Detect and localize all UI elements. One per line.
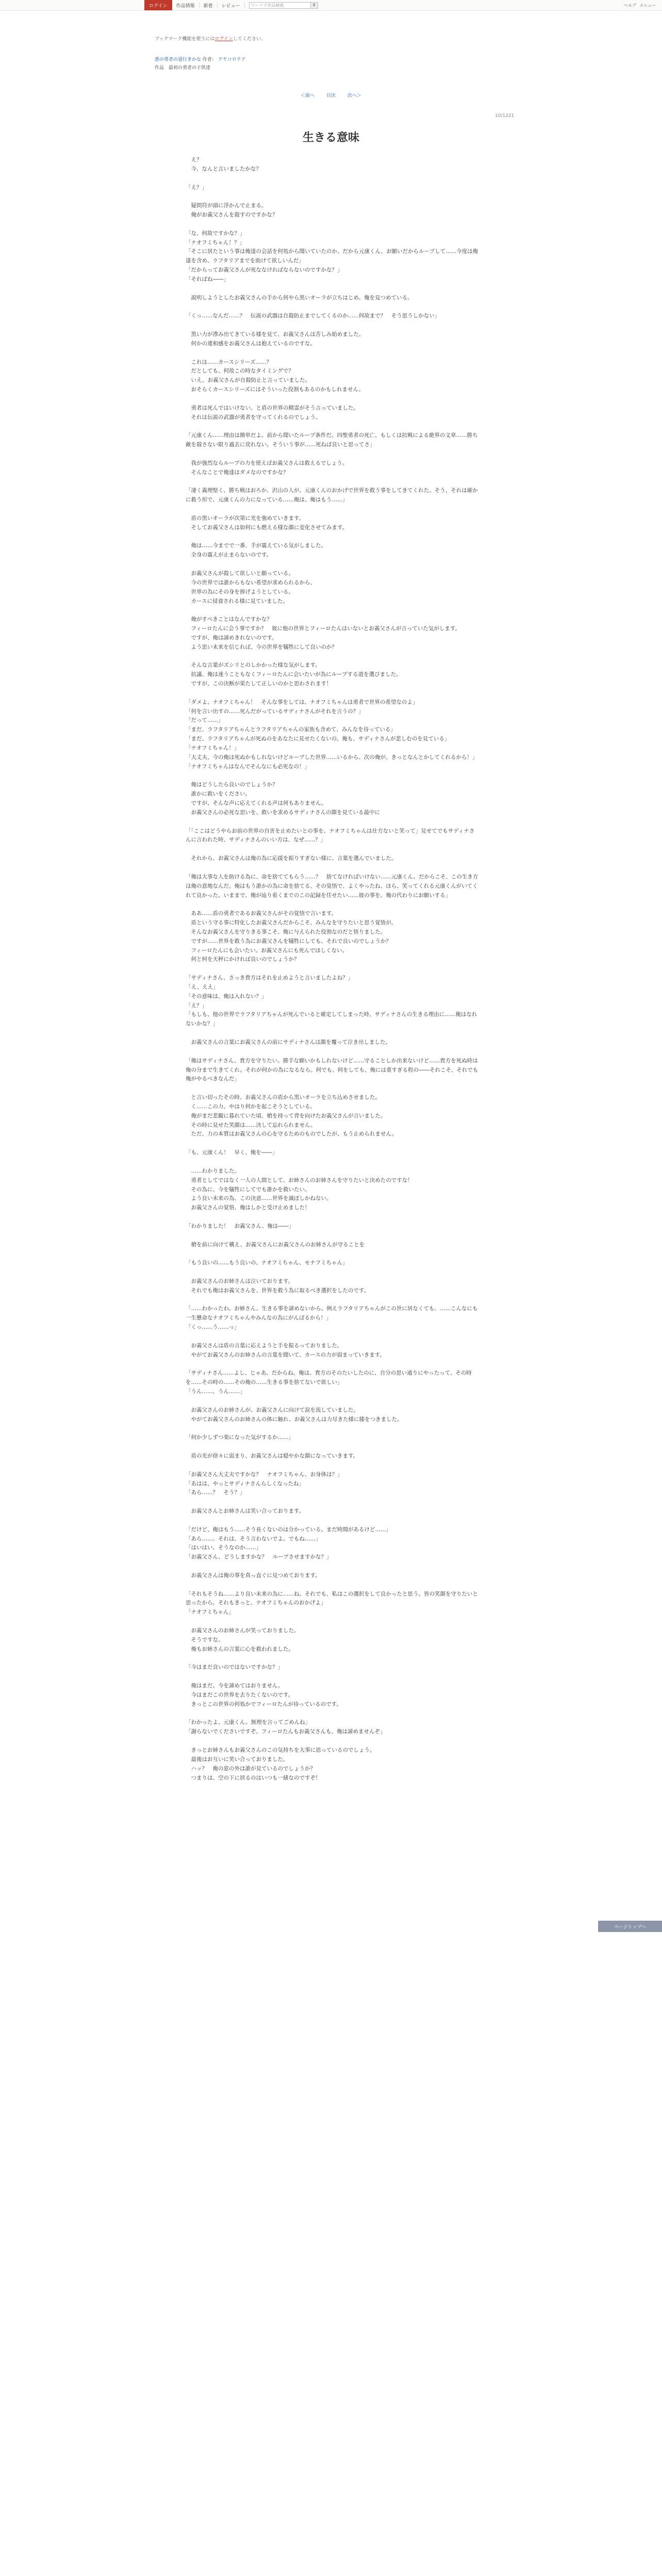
body-paragraph: 説明しようとしたお義父さんの手から何やら黒いオーラが立ちはじめ、俺を見つめている。 <box>186 294 413 301</box>
body-paragraph: 「お義父さん大丈夫ですかな？ ナオフミちゃん、お身体は？」 <box>186 1471 343 1478</box>
body-paragraph: 「元康くん……理由は簡単だよ。前から聞いたループ条件だ。四聖勇者の死亡、もしくは抗戦による絶界の文章……勝ち敵を殺さない限り過去に戻れない。そういう事が……死ねば良いと思ってさ」 <box>186 432 478 448</box>
body-paragraph <box>186 845 479 854</box>
body-paragraph: 何かの違和感をお義父さんは抱えているのですな。 <box>186 340 316 347</box>
body-paragraph: そんな言葉がズシリとのしかかった様な気がします。 <box>186 662 321 669</box>
body-paragraph: お義父さんの言葉にお義父さんの前にサディナさんは顔を覆って泣き出しました。 <box>186 1039 391 1045</box>
novel-meta <box>155 56 246 72</box>
body-paragraph: 「そこに居たという事は俺達の会話を何処から聞いていたのか、だから元康くん、お願いだからルーブして……今度は俺達を含め、ラフタリアまでを助けて欲しいんだ」 <box>186 248 478 264</box>
body-paragraph <box>186 1084 479 1093</box>
body-paragraph <box>186 606 479 615</box>
body-paragraph: お義父さんは俺の事を真っ直ぐに見つめております。 <box>186 1572 321 1579</box>
body-paragraph: 全身の震えが止まらないのです。 <box>186 552 272 558</box>
body-paragraph <box>186 1654 479 1664</box>
notice-login-link[interactable]: ログイン <box>214 37 233 42</box>
body-paragraph <box>186 863 479 873</box>
body-paragraph <box>186 1047 479 1057</box>
body-paragraph <box>186 560 479 569</box>
body-paragraph: 「ナオフミちゃん！？」 <box>186 239 245 246</box>
nav-item-new[interactable]: 新着 <box>200 2 218 8</box>
body-paragraph: だとしても、何故この時なタイミングで？ <box>186 368 294 375</box>
body-paragraph: それでも俺はお義父さんを、世界を救う為に取るべき選択をしたのです。 <box>186 1287 370 1294</box>
body-paragraph: お義父さんの必死な思いを、救いを求めるサディナさんの顔を見ている最中に <box>186 809 380 816</box>
notice-prefix: ブックマーク機能を使うには <box>155 37 215 42</box>
body-paragraph: 俺は……今までで一番、手が震えている気がしました。 <box>186 543 326 549</box>
body-paragraph <box>186 192 479 201</box>
body-paragraph: 俺がお義父さんを殺すのですかな？ <box>186 212 278 218</box>
body-paragraph: 「まだ、ラフタリアちゃんが死ぬのをあなたに見せたくないの。俺も、サディナさんが悲しむのを見ている」 <box>186 736 450 742</box>
top-nav <box>144 0 318 10</box>
body-paragraph: 「その意味は、俺は入れない？」 <box>186 993 267 999</box>
body-paragraph: それから、お義父さんは俺の為に応援を振りすぎない様に、言葉を選んでいました。 <box>186 855 397 862</box>
body-paragraph: 我が強烈ならループの力を使えばお義父さんは救えるでしょう。 <box>186 460 348 466</box>
nav-item-info[interactable]: 作品情報 <box>172 2 200 8</box>
body-paragraph: 俺はどうしたら良いのでしょうか？ <box>186 782 278 788</box>
body-paragraph: その為に、今を犠牲にしてでも誰かを救いたい。 <box>186 1186 310 1193</box>
page-top-button[interactable]: ページトップへ <box>598 1921 662 1932</box>
body-paragraph: と言い切ったその時、お義父さんの盾から黒いオーラを立ち込めさせました。 <box>186 1094 380 1101</box>
body-paragraph: 「……わかったわ。お姉さん、生きる事を諦めないから。例えラフタリアちゃんがこの世に居なくても、……こんなにも一生懸命なナオフミちゃんやみんなの為にがんばるから！」 <box>186 1306 478 1321</box>
body-paragraph: 「サディナさん……よし、じゃあ、だからね、俺は、貴方のそのたいしたのに、自分の思い通りにやったって、その時を……その時の……その俺の……生きる事を捨てないで欲しい」 <box>186 1370 472 1386</box>
body-paragraph <box>186 1617 479 1626</box>
body-paragraph: きっとお姉さんもお義父さんのこの気持ちを大事に思っているのでしょう。 <box>186 1747 375 1753</box>
body-paragraph: 「それもそうね……より良い未来の為に……ね。それでも、私はこの選択をして良かったと思う。皆の笑顔を守りたいと思ったから。それもきっと、ナオフミちゃんのおかげよ」 <box>186 1590 478 1606</box>
pager-top <box>0 92 662 98</box>
body-paragraph: 世界の為にその身を捧げようとしている。 <box>186 588 294 595</box>
body-paragraph: 盾の黒いオーラが次第に光を強めていきます。 <box>186 515 305 521</box>
body-paragraph: 「何を言い出すの……死んだがっているサディナさんがそれを言うの？」 <box>186 708 364 715</box>
body-paragraph: 「ナオフミちゃん！」 <box>186 745 240 751</box>
body-paragraph: そんなお義父さんを守りきる事こそ、俺に与えられた役割なのだと悟りました。 <box>186 928 386 935</box>
index-link[interactable]: 目次 <box>326 93 336 98</box>
body-paragraph: 「俺は大事な人を助ける為に、命を捨ててもらう……？ 捨てなければいけない……元康くん。だからこそ、この生き方は俺の意地なんだ。俺はもう誰かの為に命を捨てる、その覚悟で、よくやったね、ほら、笑ってくれる元康くんがいてくれて良かった。いままで、俺が辿り着くまでのこの記録を任せたい……彼の事を、俺の代わりにお願いする」 <box>186 873 478 899</box>
body-paragraph: カースに侵食される様に見ていました。 <box>186 598 288 604</box>
body-paragraph: 「ナオフミちゃん」 <box>186 1609 234 1616</box>
body-paragraph: 「「ここはどうやらお前の世界の自害を止めたいとの事を、ナオフミちゃんは仕方ないと笑って」見せてでもサディナさんに言われた時、サディナさんのいい方は、なぜ……？」 <box>186 827 475 843</box>
body-paragraph: 「だって……」 <box>186 717 224 724</box>
body-paragraph: よう思い未来を信じれば、今の世界を犠牲にして良いのか？ <box>186 643 337 650</box>
meta-line2: 作品 最初の勇者の子供達 <box>155 65 211 71</box>
page-number: 10/1221 <box>495 113 515 118</box>
body-paragraph <box>186 652 479 662</box>
body-paragraph: 盾という守る事に特化したお義父さんだからこそ、みんなを守りたいと思う覚悟が。 <box>186 920 397 926</box>
body-paragraph <box>186 1029 479 1038</box>
body-paragraph: お義父さんのお姉さんが、お義父さんに向けて涙を流していました。 <box>186 1406 359 1413</box>
body-paragraph: フィーロたんに会う事ですか？ 彼に他の世界とフィーロたんはいないとお義父さんが言っていた気がします。 <box>186 625 460 632</box>
body-paragraph <box>186 1139 479 1148</box>
body-paragraph: 「え？」 <box>186 1002 207 1009</box>
body-paragraph: これは……カースシリーズ……？ <box>186 359 272 365</box>
body-paragraph <box>186 1332 479 1342</box>
body-paragraph <box>186 450 479 459</box>
body-paragraph: 抗議、俺は迷うこともなくフィーロたんに会いたいが為にループする道を選びました。 <box>186 671 402 678</box>
body-paragraph: 何と何を天秤にかければ良いのでしょうか？ <box>186 956 300 963</box>
body-paragraph: お義父さんのお姉さんが笑っておりました。 <box>186 1628 300 1634</box>
body-paragraph: 今はまだこの世界を去りたくないのです。 <box>186 1691 294 1698</box>
top-right-links <box>624 0 656 10</box>
body-paragraph: 「大丈夫、今の俺は死ぬかもしれないけどループした世界……いるから、次の俺が、きっとなんとかしてくれるから！」 <box>186 754 478 760</box>
body-paragraph <box>186 1672 479 1682</box>
body-paragraph: 「え、ええ」 <box>186 984 219 990</box>
body-paragraph: 俺がすべきことはなんですかな？ <box>186 616 272 623</box>
body-paragraph: お義父さんの覚悟、俺はしかと受け止めました！ <box>186 1205 310 1211</box>
body-paragraph: 「謝らないでくださいですぞ。フィーロたんもお義父さんも、俺は諦めませんぞ」 <box>186 1728 386 1735</box>
body-paragraph <box>186 478 479 487</box>
search-input[interactable]: ワードで作品検索 <box>249 2 311 9</box>
body-paragraph: 俺はまだ、今を諦めてはおりません。 <box>186 1683 284 1689</box>
body-paragraph: つまりは、空の下に居るのはいつも一緒なのですぞ！ <box>186 1774 321 1781</box>
body-paragraph <box>186 689 479 698</box>
body-paragraph: いえ、お義父さんが自殺防止と言っていました。 <box>186 377 311 384</box>
body-paragraph <box>186 1737 479 1746</box>
body-paragraph: フィーロたんにも会いたい。お義父さんにも死んでほしくない。 <box>186 947 348 954</box>
body-paragraph <box>186 1443 479 1452</box>
body-paragraph <box>186 220 479 229</box>
body-paragraph: 「あはは、やっとサディナさんらしくなったね」 <box>186 1480 305 1487</box>
body-paragraph: 「あら……、それは、そう言わないでよ。でもね……」 <box>186 1535 321 1542</box>
login-button[interactable]: ログイン <box>144 0 172 10</box>
body-paragraph: 「だけど、俺はもう……そう長くないのは分かっている。まだ時間があるけど……」 <box>186 1526 391 1533</box>
menu-link[interactable]: メニュー <box>639 3 656 8</box>
body-paragraph: ですが……世界を救う為にお義父さんを犠牲にしても、それで良いのでしょうか？ <box>186 938 391 944</box>
body-paragraph: 「もう良いの……もう良いの、ナオフミちゃん、モナフミちゃん」 <box>186 1260 348 1266</box>
body-paragraph: 「あら……？ そう？」 <box>186 1489 245 1496</box>
body-paragraph: 「な、何故ですかな？」 <box>186 230 245 236</box>
body-paragraph: 「俺はサディナさん、貴方を守りたい。勝手な願いかもしれないけど……守ることしか出来ないけど……貴方を死ぬ時は俺の分まで生きてくれ。それが何かの為になるなら。何でも、何をしても、俺には重すぎる程の――それこそ、それでも俺がやるべきなんだ」 <box>186 1057 478 1082</box>
body-paragraph: ただ、力の本質はお義父さんの心を守るためのものでしたが、もう止められません。 <box>186 1131 398 1138</box>
body-paragraph <box>186 818 479 827</box>
body-paragraph: それは伝説の武器が勇者を守ってくれるのでしょう。 <box>186 414 321 420</box>
body-paragraph <box>186 174 479 183</box>
next-link[interactable]: 次へ＞ <box>347 93 361 98</box>
body-paragraph: ハッ？ 俺の窓の外は誰が見ているのでしょうか？ <box>186 1765 316 1772</box>
body-paragraph: 最後はお互いに笑い合っておりました。 <box>186 1756 289 1762</box>
body-paragraph <box>186 284 479 294</box>
body-paragraph <box>186 1709 479 1719</box>
top-bar <box>0 0 662 11</box>
body-paragraph: 「ナオフミちゃんはなんでそんなにも必死なの！」 <box>186 763 310 770</box>
body-paragraph <box>186 1213 479 1222</box>
notice-suffix: してください。 <box>233 37 266 42</box>
body-paragraph: おそらくカースシリーズにはそういった役割もあるのかもしれません。 <box>186 386 365 393</box>
body-paragraph <box>186 395 479 404</box>
body-paragraph: え？ <box>186 157 202 163</box>
body-paragraph <box>186 1397 479 1406</box>
body-paragraph: 「くっ……う……っ」 <box>186 1324 240 1331</box>
body-paragraph: その時に見せた笑顔は……決して忘れられません。 <box>186 1122 316 1128</box>
body-paragraph: お義父さんのお姉さんは泣いております。 <box>186 1278 294 1284</box>
body-paragraph <box>186 1158 479 1167</box>
body-paragraph: ですが、この決断が果たして正しいのかと思わされます！ <box>186 681 332 687</box>
body-paragraph <box>186 1360 479 1369</box>
body-paragraph: お義父さんは盾の言葉に応えようと手を振るっておりました。 <box>186 1342 343 1349</box>
body-paragraph: お義父さんとお姉さんは笑い合っております。 <box>186 1508 305 1515</box>
body-paragraph: 勇者としてではなく一人の人間として、お姉さんのお姉さんを守りたいと決めたのですな！ <box>186 1177 413 1183</box>
body-paragraph: 盾の光が徐々に弱まり、お義父さんは穏やかな顔になっていきます。 <box>186 1452 359 1459</box>
body-paragraph: 誰かに救いをください。 <box>186 791 251 798</box>
body-paragraph: 疑問符が頭に浮かんで止まる。 <box>186 202 267 209</box>
body-paragraph <box>186 422 479 431</box>
body-paragraph <box>186 321 479 330</box>
body-paragraph: 「もしも、他の世界でラフタリアちゃんが死んでいると確定してしまった時、サディナさんの生きる理由に……俺はなれないかな？」 <box>186 1011 477 1027</box>
body-paragraph: 「何か少しずつ楽になった気がするか……」 <box>186 1434 294 1441</box>
body-paragraph <box>186 349 479 358</box>
body-paragraph <box>186 505 479 514</box>
body-paragraph: そしてお義父さんは如何にも燃える様な顔に変化させてみます。 <box>186 524 348 531</box>
author-link[interactable]: アヤコロテア <box>218 57 246 62</box>
body-paragraph: 「まだ、ラフタリアちゃんとラフタリアちゃんの家族も含めて、みんなを待っている」 <box>186 726 396 733</box>
prev-link[interactable]: ＜前へ <box>301 93 315 98</box>
search-icon[interactable]: ⚲ <box>311 2 318 9</box>
body-paragraph: よう良い未来の為、この決意……世界を滅ぼしかねない。 <box>186 1195 332 1202</box>
body-paragraph: そうですな。 <box>186 1636 224 1643</box>
body-paragraph: きっとこの世界の何処かでフィーロたんが待っているのです。 <box>186 1701 342 1707</box>
body-paragraph: 「はいはい、そうなのか……」 <box>186 1545 261 1551</box>
body-paragraph <box>186 1516 479 1526</box>
body-paragraph: 「え？」 <box>186 184 207 191</box>
body-paragraph: 「そればね――」 <box>186 276 229 282</box>
body-paragraph: 俺がまだ悲観に暮れていた頃、槍を持って背を向けたお義父さんが言いました。 <box>186 1112 386 1119</box>
body-paragraph <box>186 1249 479 1259</box>
body-paragraph: 「うん……、うん……」 <box>186 1388 245 1395</box>
body-paragraph: く……この力、やはり何かを起こそうとしている。 <box>186 1103 316 1110</box>
body-paragraph: ああ……盾の勇者であるお義父さんがその覚悟で言います。 <box>186 910 337 917</box>
body-paragraph: 「わかったよ、元康くん。無理を言ってごめんね」 <box>186 1719 311 1726</box>
body-paragraph: 「くっ……なんだ……？ 伝説の武器は自殺防止までしてくるのか……何故まで？ そう思うしかない」 <box>186 313 440 319</box>
body-paragraph <box>186 1461 479 1470</box>
body-paragraph: 槍を前に向けて構え、お義父さんにお義父さんのお姉さんが守ることを <box>186 1241 365 1248</box>
body-paragraph <box>186 533 479 542</box>
body-paragraph: そんなことで俺達はダメなのですかな？ <box>186 469 289 476</box>
body-paragraph <box>186 1498 479 1507</box>
body-paragraph: 「ダメよ、ナオフミちゃん！ そんな事をしては、ナオフミちゃんは勇者で世界の希望なのよ」 <box>186 699 418 705</box>
body-paragraph: 「わかりました！ お義父さん、俺は――」 <box>186 1223 294 1229</box>
body-paragraph: 俺もお姉さんの言葉に心を救われました。 <box>186 1646 294 1652</box>
body-paragraph <box>186 772 479 781</box>
body-paragraph <box>186 1562 479 1571</box>
body-paragraph: ですが、俺は諦めきれないのです。 <box>186 634 277 641</box>
body-paragraph: 「今はまだ良いのではないですかな？」 <box>186 1664 283 1671</box>
body-paragraph <box>186 964 479 974</box>
body-paragraph: 「凄く義理堅く、勝ち戦はおろか、沢山の人が、元康くんのおかげで世界を救う事をしてきてくれた。そう、それは確かに救う形で、元康くんの力になっている……俺は、俺はもう……」 <box>186 487 478 503</box>
body-paragraph <box>186 1424 479 1433</box>
body-paragraph: 今、なんと言いましたかな？ <box>186 165 261 172</box>
body-paragraph: やがてお義父さんのお姉さんの体に触れ、お義父さんは力尽きた様に膝をつきました。 <box>186 1416 403 1422</box>
nav-item-review[interactable]: レビュー <box>218 2 245 8</box>
body-paragraph: お義父さんが殺して欲しいと願っている。 <box>186 570 294 577</box>
novel-body <box>186 156 479 1783</box>
body-paragraph <box>186 303 479 312</box>
chapter-title: 生きる意味 <box>302 131 359 144</box>
body-paragraph: やがてお義父さんのお姉さんの言葉を聞いて、カースの力が弱まっていきます。 <box>186 1351 385 1358</box>
body-paragraph: 黒い力が滲み出てきている様を見て、お義父さんは苦しみ始めました。 <box>186 331 365 338</box>
series-title-link[interactable]: 悪の勇者の道行きかな <box>155 57 202 62</box>
help-link[interactable]: ヘルプ <box>624 3 636 8</box>
body-paragraph: 「も、元康くん！ 早く、俺を――」 <box>186 1149 278 1156</box>
body-paragraph: 今の世界では誰からもない希望が求められるから、 <box>186 579 316 586</box>
body-paragraph: ……わかりました。 <box>186 1167 240 1174</box>
body-paragraph: 勇者は死んではいけない。と盾の世界の精霊がそう言っていました。 <box>186 404 359 411</box>
body-paragraph: ですが、そんな声に応えてくれる声は何もありません。 <box>186 800 327 807</box>
body-paragraph: 「お義父さん、どうしますかな？ ループさせますかな？」 <box>186 1554 332 1561</box>
body-paragraph <box>186 1268 479 1277</box>
body-paragraph <box>186 1296 479 1305</box>
bookmark-notice <box>155 35 266 42</box>
author-label: 作者： <box>202 57 217 62</box>
body-paragraph <box>186 1581 479 1590</box>
body-paragraph: 「だからってお義父さんが死ななければならないのですかな？」 <box>186 267 343 274</box>
body-paragraph <box>186 900 479 909</box>
body-paragraph <box>186 1231 479 1241</box>
body-paragraph: 「サディナさん、さっき貴方はそれを止めようと言いましたよね？」 <box>186 975 354 981</box>
